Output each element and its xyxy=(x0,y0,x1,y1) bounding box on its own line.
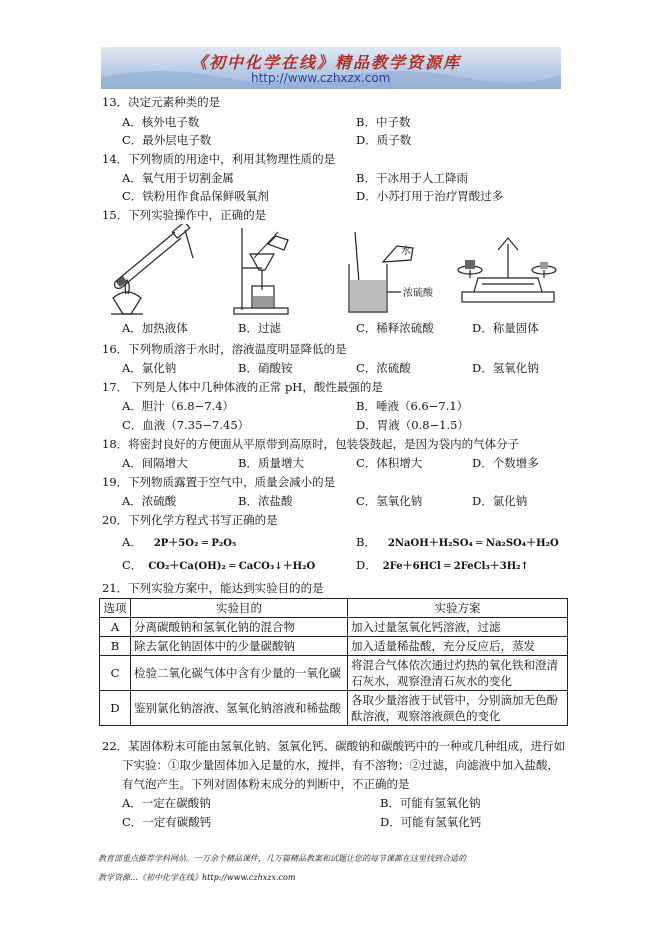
table-cell-goal: 鉴别氯化钠溶液、氢氧化钠溶液和稀盐酸 xyxy=(131,691,348,726)
acid-label: 浓硫酸 xyxy=(403,288,433,299)
banner-url: http://www.czhxzx.com xyxy=(251,71,391,85)
q13-option-c: C．最外层电子数 xyxy=(122,133,212,147)
q22-option-b: B．可能有氢氧化钠 xyxy=(380,796,481,810)
q22-option-a: A．一定在碳酸钠 xyxy=(122,796,211,810)
question-17-stem: 17． 下列是人体中几种体液的正常 pH，酸性最强的是 xyxy=(102,380,383,394)
q16-option-a: A．氯化钠 xyxy=(122,361,177,375)
q15-option-c: C．稀释浓硫酸 xyxy=(356,321,434,335)
header-banner xyxy=(101,47,561,89)
q20-option-c: C． CO₂＋Ca(OH)₂ ═ CaCO₃↓＋H₂O xyxy=(122,558,316,572)
table-row xyxy=(100,618,568,637)
footer-line-1: 教育部重点推荐学科网站。一万余个精品课件，几万篇精品教案和试题让您的每节课都在这里找到合适的 xyxy=(98,854,466,863)
q19-option-a: A．浓硫酸 xyxy=(122,494,177,508)
q20-option-b: B． 2NaOH＋H₂SO₄ ═ Na₂SO₄＋H₂O xyxy=(356,535,559,549)
q22-option-d: D．可能有氢氧化钙 xyxy=(380,815,482,829)
q14-option-a: A．氧气用于切割金属 xyxy=(122,171,234,185)
question-22-line3: 有气泡产生。下列对固体粉末成分的判断中，不正确的是 xyxy=(122,777,410,791)
question-13-stem: 13．决定元素种类的是 xyxy=(102,95,221,109)
q20-option-d: D． 2Fe＋6HCl ═ 2FeCl₃＋3H₂↑ xyxy=(356,558,529,572)
q17-option-b: B．唾液（6.6−7.1） xyxy=(356,399,469,413)
table-cell-plan: 加入适量稀盐酸，充分反应后，蒸发 xyxy=(348,637,568,656)
question-20-stem: 20．下列化学方程式书写正确的是 xyxy=(102,513,278,527)
experiment-table xyxy=(99,598,568,726)
question-14-stem: 14．下列物质的用途中，利用其物理性质的是 xyxy=(102,152,336,166)
q22-option-c: C．一定有碳酸钙 xyxy=(122,815,212,829)
question-22-line1: 22．某固体粉末可能由氢氧化钠、氢氧化钙、碳酸钠和碳酸钙中的一种或几种组成，进行如 xyxy=(102,739,566,753)
q20-option-a: A． 2P＋5O₂ ═ P₂O₅ xyxy=(122,535,237,549)
table-header-goal: 实验目的 xyxy=(131,599,348,618)
q15-option-b: B．过滤 xyxy=(238,321,281,335)
dilute-acid-illustration xyxy=(343,228,443,314)
q16-option-b: B．硝酸铵 xyxy=(238,361,293,375)
q18-option-d: D．个数增多 xyxy=(472,456,539,470)
table-row xyxy=(100,691,568,726)
balance-illustration xyxy=(452,234,562,306)
q17-option-c: C．血液（7.35−7.45） xyxy=(122,418,250,432)
table-row xyxy=(100,656,568,691)
filtration-illustration xyxy=(232,224,292,316)
table-cell-option: D xyxy=(100,691,131,726)
q18-option-c: C．体积增大 xyxy=(356,456,423,470)
footer-line-2: 教学资源…《初中化学在线》http://www.czhxzx.com xyxy=(98,873,296,882)
q19-option-c: C．氢氧化钠 xyxy=(356,494,423,508)
q13-option-d: D．质子数 xyxy=(356,133,412,147)
q19-option-b: B．浓盐酸 xyxy=(238,494,293,508)
table-cell-option: B xyxy=(100,637,131,656)
q14-option-b: B．干冰用于人工降雨 xyxy=(356,171,468,185)
table-cell-goal: 检验二氧化碳气体中含有少量的一氧化碳 xyxy=(131,656,348,691)
table-header-option: 选项 xyxy=(100,599,131,618)
table-row xyxy=(100,637,568,656)
water-label: 水 xyxy=(401,246,411,257)
table-cell-plan: 各取少量溶液于试管中，分别滴加无色酚酞溶液，观察溶液颜色的变化 xyxy=(348,691,568,726)
table-header-row xyxy=(100,599,568,618)
table-cell-goal: 分离碳酸钠和氢氧化钠的混合物 xyxy=(131,618,348,637)
table-cell-plan: 加入过量氢氧化钙溶液，过滤 xyxy=(348,618,568,637)
q16-option-c: C．浓硫酸 xyxy=(356,361,411,375)
table-cell-goal: 除去氯化钠固体中的少量碳酸钠 xyxy=(131,637,348,656)
banner-title: 《初中化学在线》精品教学资源库 xyxy=(191,53,462,72)
question-19-stem: 19．下列物质露置于空气中，质量会减小的是 xyxy=(102,475,336,489)
q14-option-c: C．铁粉用作食品保鲜吸氧剂 xyxy=(122,189,269,203)
q13-option-a: A．核外电子数 xyxy=(122,115,200,129)
q17-option-a: A．胆汁（6.8−7.4） xyxy=(122,399,235,413)
question-18-stem: 18．将密封良好的方便面从平原带到高原时，包装袋鼓起，是因为袋内的气体分子 xyxy=(102,437,520,451)
question-22-line2: 下实验：①取少量固体加入足量的水，搅拌，有不溶物；②过滤，向滤液中加入盐酸， xyxy=(122,758,559,772)
q13-option-b: B．中子数 xyxy=(356,115,411,129)
question-15-stem: 15．下列实验操作中，正确的是 xyxy=(102,208,267,222)
table-cell-option: C xyxy=(100,656,131,691)
question-16-stem: 16．下列物质溶于水时，溶液温度明显降低的是 xyxy=(102,342,347,356)
q19-option-d: D．氯化钠 xyxy=(472,494,528,508)
table-cell-option: A xyxy=(100,618,131,637)
q14-option-d: D．小苏打用于治疗胃酸过多 xyxy=(356,189,504,203)
heating-liquid-illustration xyxy=(103,224,198,316)
q16-option-d: D．氢氧化钠 xyxy=(472,361,539,375)
table-header-plan: 实验方案 xyxy=(348,599,568,618)
q18-option-a: A．间隔增大 xyxy=(122,456,188,470)
question-21-stem: 21．下列实验方案中，能达到实验目的的是 xyxy=(102,581,324,595)
q18-option-b: B．质量增大 xyxy=(238,456,304,470)
q15-option-d: D．称量固体 xyxy=(472,321,539,335)
table-cell-plan: 将混合气体依次通过灼热的氧化铁和澄清石灰水，观察澄清石灰水的变化 xyxy=(348,656,568,691)
q17-option-d: D．胃液（0.8−1.5） xyxy=(356,418,469,432)
q15-option-a: A．加热液体 xyxy=(122,321,188,335)
